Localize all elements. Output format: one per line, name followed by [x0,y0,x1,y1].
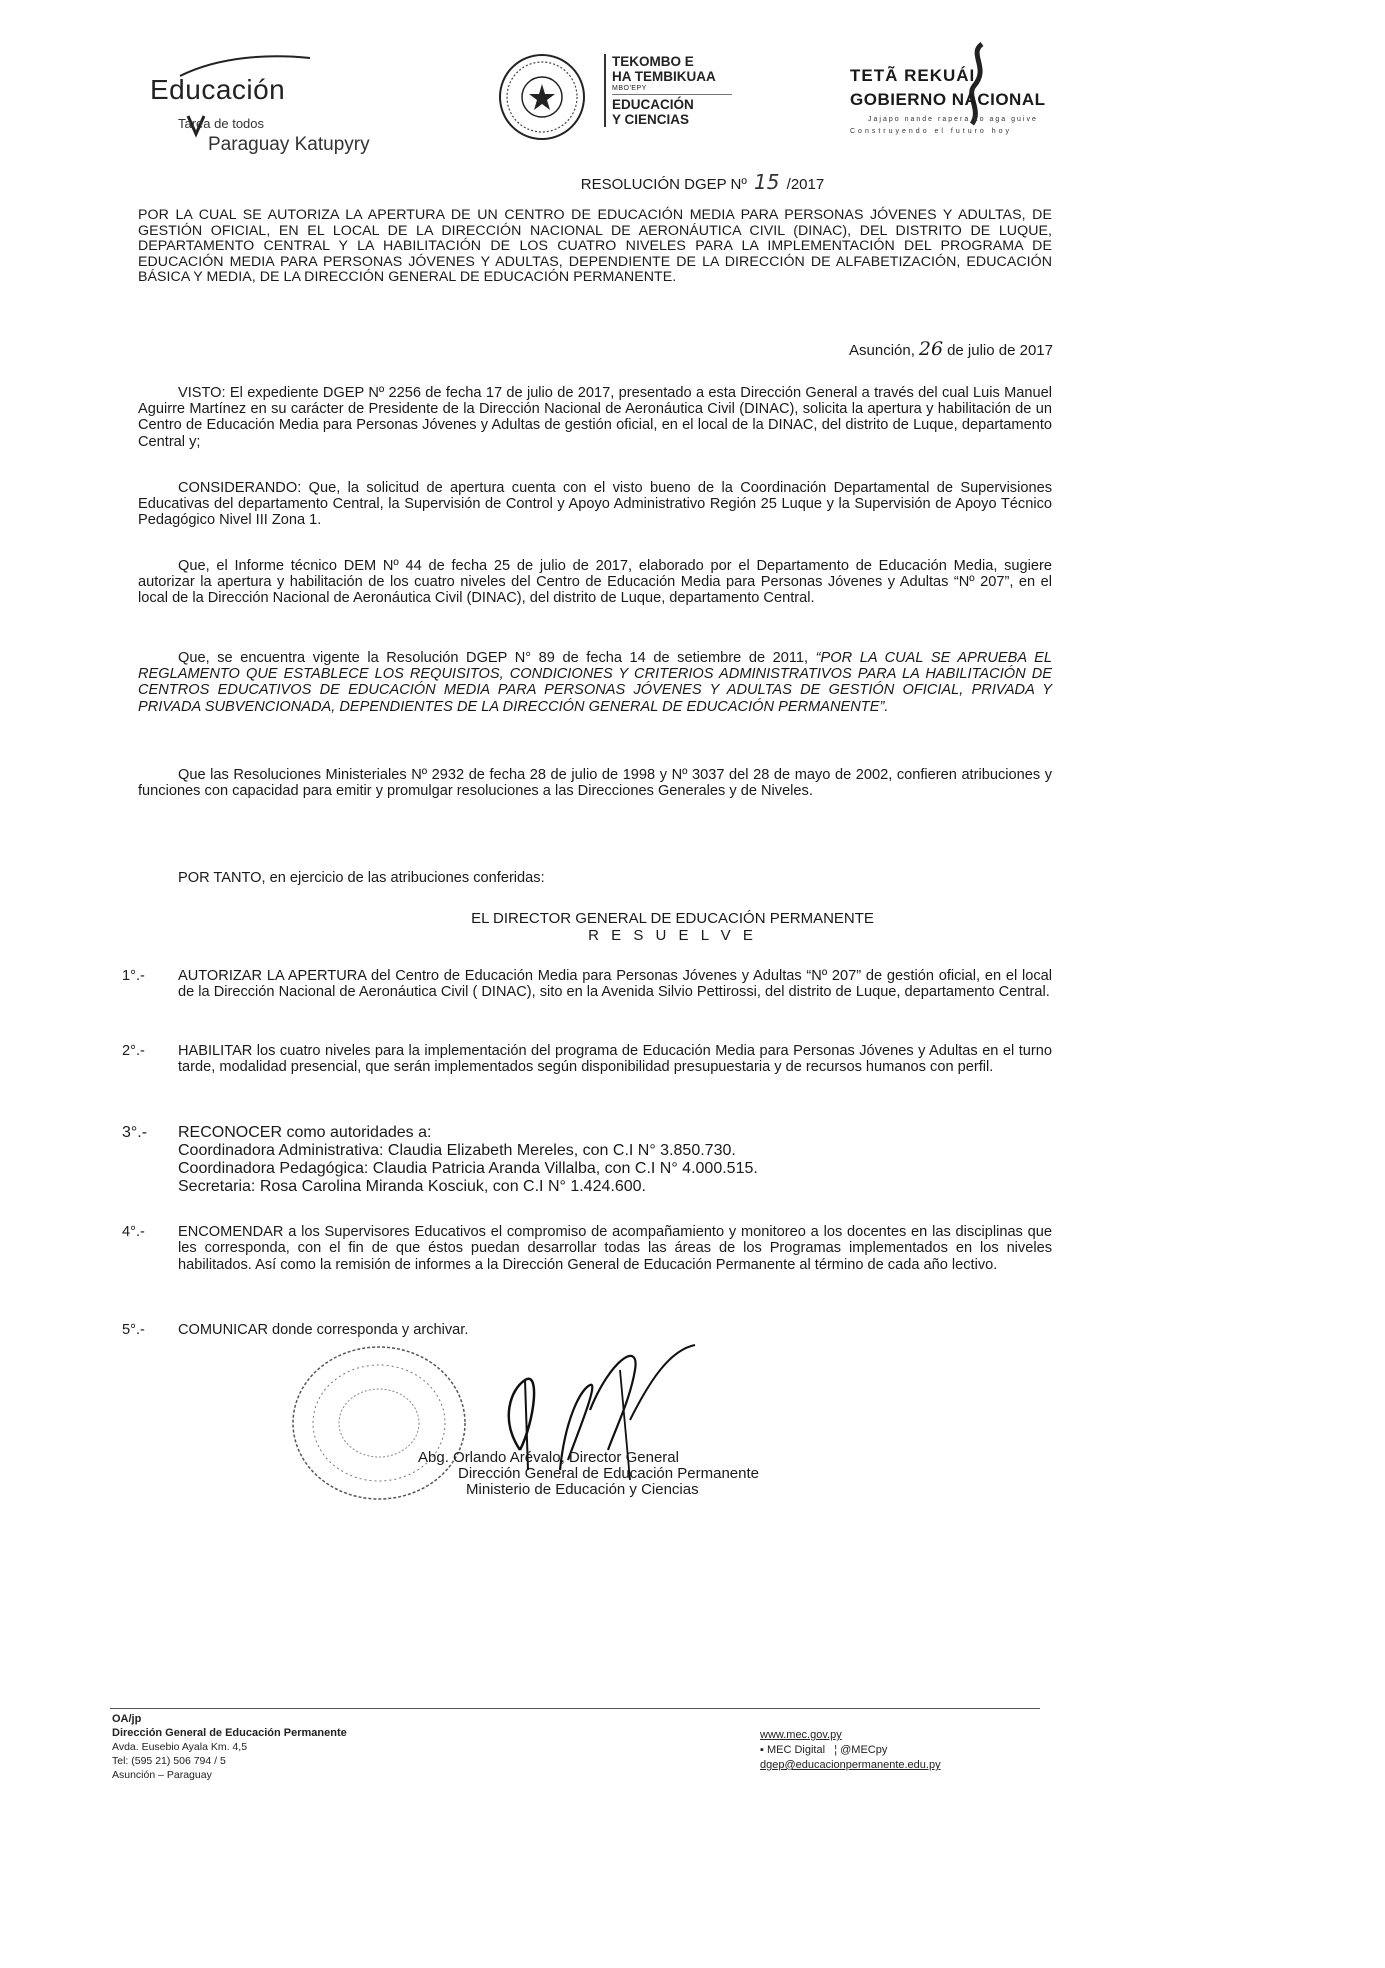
resolution-heading: POR LA CUAL SE AUTORIZA LA APERTURA DE UN CENTRO DE EDUCACIÓN MEDIA PARA PERSONAS JÓVENES Y ADULTAS, DE GESTIÓN OFICIAL, EN EL LOCAL DE LA DIRECCIÓN NACIONAL DE AERONÁUTICA CIVIL (DINAC), DEL DISTRITO DE LUQUE, DEPARTAMENTO CENTRAL Y LA HABILITACIÓN DE LOS CUATRO NIVELES PARA LA IMPLEMENTACIÓN DEL PROGRAMA DE EDUCACIÓN MEDIA PARA PERSONAS JÓVENES Y ADULTAS, DEPENDIENTE DE LA DIRECCIÓN DE ALFABETIZACIÓN, EDUCACIÓN BÁSICA Y MEDIA, DE LA DIRECCIÓN GENERAL DE EDUCACIÓN PERMANENTE. [138,207,1052,286]
vigente-quote: “POR LA CUAL SE APRUEBA EL REGLAMENTO QUE ESTABLECE LOS REQUISITOS, CONDICIONES Y CRITERIOS ADMINISTRATIVOS PARA LA HABILITACIÓN DE CENTROS EDUCATIVOS DE EDUCACIÓN MEDIA PARA PERSONAS JÓVENES Y ADULTAS DE GESTIÓN OFICIAL, PRIVADA Y PRIVADA SUBVENCIONADA, DEPENDIENTES DE LA DIRECCIÓN GENERAL DE EDUCACIÓN PERMANENTE”. [138,650,1052,715]
mec-line-2: HA TEMBIKUAA [612,69,716,84]
mec-tiny-1: MBO'EPY [612,85,647,92]
footer-social [760,1743,941,1758]
director-heading [0,910,1385,944]
signer-office: Dirección General de Educación Permanente [458,1465,760,1482]
twitter-icon: ¦ [834,1744,838,1756]
signer-ministry: Ministerio de Educación y Ciencias [466,1481,699,1498]
date-city: Asunción, [849,342,915,359]
mec-line-3: EDUCACIÓN [612,97,694,112]
article-2 [122,1043,1052,1076]
mec-divider [612,94,732,95]
footer-initials: OA/jp [112,1713,142,1725]
resolution-year: /2017 [786,176,825,193]
article-text: ENCOMENDAR a los Supervisores Educativos el compromiso de acompañamiento y monitoreo a los docentes en las disciplinas que les corresponda, con el fin de que éstos puedan desarrollar todas las áreas de los Programas implementados en los niveles habilitados. Así como la remisión de informes a la Dirección General de Educación Permanente al término de cada año lectivo. [178,1224,1052,1273]
considerando-paragraph: CONSIDERANDO: Que, la solicitud de apertura cuenta con el visto bueno de la Coordinación Departamental de Supervisiones Educativas del departamento Central, la Supervisión de Control y Apoyo Administrativo Región 25 Luque y la Supervisión de Apoyo Técnico Pedagógico Nivel III Zona 1. [138,480,1052,529]
educacion-tagline: Tarea de todos [178,116,265,131]
footer-office: Dirección General de Educación Permanente [112,1727,347,1739]
authority-line: Secretaria: Rosa Carolina Miranda Kosciuk, con C.I N° 1.424.600. [178,1178,646,1195]
footer-social-2[interactable]: @MECpy [840,1744,888,1756]
article-text: AUTORIZAR LA APERTURA del Centro de Educación Media para Personas Jóvenes y Adultas “Nº 207” de gestión oficial, en el local de la Dirección Nacional de Aeronáutica Civil ( DINAC), sito en la Avenida Silvio Pettirossi, del distrito de Luque, departamento Central. [178,968,1052,1001]
educacion-subtitle: Paraguay Katupyry [208,134,370,155]
mec-ministry-logo [604,54,762,127]
director-title: EL DIRECTOR GENERAL DE EDUCACIÓN PERMANENTE [471,910,874,927]
vigente-paragraph [138,650,1052,715]
ministeriales-paragraph: Que las Resoluciones Ministeriales Nº 2932 de fecha 28 de julio de 1998 y Nº 3037 del 28 de mayo de 2002, confieren atribuciones y funciones con capacidad para emitir y promulgar resoluciones a las Direcciones Generales y de Niveles. [138,767,1052,800]
article-number: 4°.- [122,1224,145,1240]
resolution-prefix: RESOLUCIÓN DGEP Nº [580,176,747,193]
footer-phone: Tel: (595 21) 506 794 / 5 [112,1755,226,1767]
article-number: 1°.- [122,968,145,984]
article-number: 5°.- [122,1322,145,1338]
footer-email-link[interactable]: dgep@educacionpermanente.edu.py [760,1759,941,1771]
gobierno-line-1: TETÃ REKUÁI [850,66,976,85]
educacion-logo [140,50,400,160]
document-date [849,338,1053,360]
facebook-icon: ▪ [760,1744,764,1756]
date-day: 26 [918,338,944,360]
footer-city: Asunción – Paraguay [112,1769,212,1781]
visto-paragraph: VISTO: El expediente DGEP Nº 2256 de fecha 17 de julio de 2017, presentado a esta Dirección General a través del cual Luis Manuel Aguirre Martínez en su carácter de Presidente de la Dirección Nacional de Aeronáutica Civil (DINAC), solicita la apertura y habilitación de un Centro de Educación Media para Personas Jóvenes y Adultas de gestión oficial, en el local de la DINAC, del distrito de Luque, departamento Central y; [138,385,1052,450]
gobierno-tagline-2: Construyendo el futuro hoy [850,128,1013,135]
article-4 [122,1224,1052,1273]
gobierno-tagline-1: Jajapo nande rapera ko aga guive [868,116,1038,123]
signature-block [418,1450,818,1498]
date-rest: de julio de 2017 [947,342,1053,359]
informe-paragraph: Que, el Informe técnico DEM Nº 44 de fecha 25 de julio de 2017, elaborado por el Departamento de Educación Media, sugiere autorizar la apertura y habilitación de los cuatro niveles del Centro de Educación Media para Personas Jóvenes y Adultas “Nº 207”, en el local de la Dirección Nacional de Aeronáutica Civil (DINAC), del distrito de Luque, departamento Central. [138,558,1052,607]
footer-contact [760,1728,941,1773]
mec-line-1: TEKOMBO E [612,54,694,69]
footer-address [112,1712,347,1782]
article-text: RECONOCER como autoridades a: [178,1124,432,1141]
vigente-text: Que, se encuentra vigente la Resolución DGEP N° 89 de fecha 14 de setiembre de 2011, [178,650,816,666]
resolution-title [0,170,1385,194]
resolution-number: 15 [754,170,780,194]
national-seal-icon [497,52,587,142]
footer-web-link[interactable]: www.mec.gov.py [760,1729,842,1741]
gobierno-line-2: GOBIERNO NACIONAL [850,90,1046,109]
article-3 [122,1124,1052,1196]
article-number: 3°.- [122,1124,148,1141]
footer-divider [110,1708,1040,1709]
authority-line: Coordinadora Pedagógica: Claudia Patricia Aranda Villalba, con C.I N° 4.000.515. [178,1160,758,1177]
footer-street: Avda. Eusebio Ayala Km. 4,5 [112,1741,248,1753]
article-1 [122,968,1052,1001]
authority-line: Coordinadora Administrativa: Claudia Elizabeth Mereles, con C.I N° 3.850.730. [178,1142,736,1159]
article-number: 2°.- [122,1043,145,1059]
footer-social-1[interactable]: MEC Digital [766,1744,826,1756]
article-text: HABILITAR los cuatro niveles para la implementación del programa de Educación Media para Personas Jóvenes y Adultas en el turno tarde, modalidad presencial, que serán implementados según disponibilidad presupuestaria y de recursos humanos con perfil. [178,1043,1052,1076]
resuelve-title: R E S U E L V E [588,927,757,944]
mec-line-4: Y CIENCIAS [612,112,690,127]
article-text: COMUNICAR donde corresponda y archivar. [178,1322,469,1338]
educacion-word: Educación [150,74,286,105]
por-tanto-line: POR TANTO, en ejercicio de las atribuciones conferidas: [178,870,545,886]
gobierno-nacional-logo [850,40,1080,140]
signer-name: Abg. Orlando Arévalo, Director General [418,1449,679,1466]
